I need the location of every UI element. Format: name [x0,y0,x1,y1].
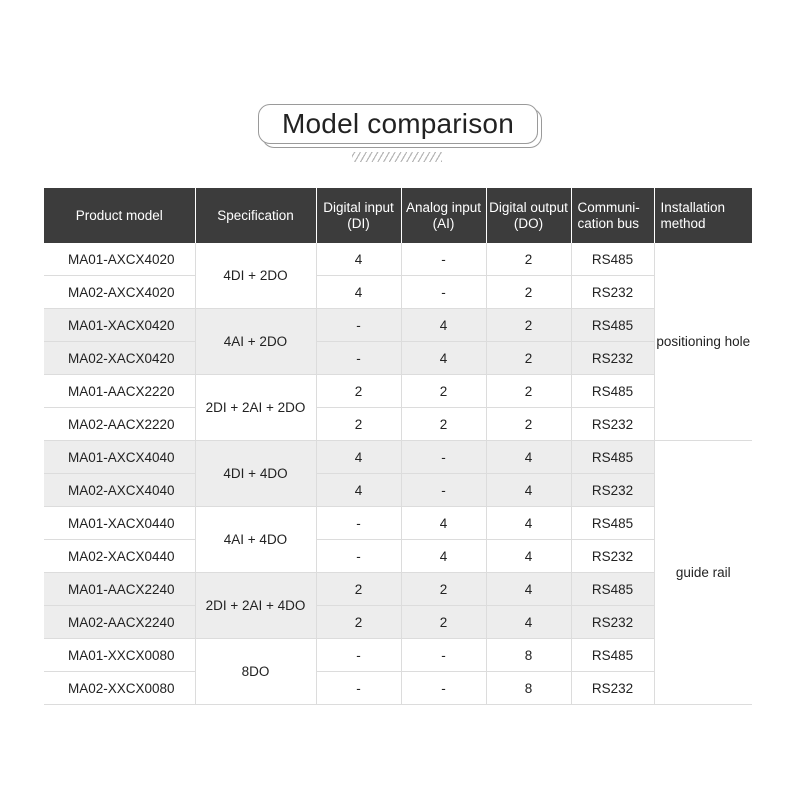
communication-bus-cell: RS485 [571,309,654,342]
analog-input-cell: 2 [401,375,486,408]
analog-input-cell: 4 [401,309,486,342]
analog-input-cell: 2 [401,573,486,606]
product-model-cell: MA01-XACX0440 [44,507,195,540]
analog-input-cell: 4 [401,540,486,573]
digital-input-cell: 2 [316,375,401,408]
analog-input-cell: - [401,672,486,705]
communication-bus-cell: RS485 [571,243,654,276]
communication-bus-cell: RS232 [571,342,654,375]
product-model-cell: MA01-AACX2240 [44,573,195,606]
communication-bus-cell: RS232 [571,276,654,309]
analog-input-cell: 2 [401,408,486,441]
product-model-cell: MA02-AACX2240 [44,606,195,639]
table-row [44,540,752,573]
header-digital-input: Digital input (DI) [316,188,401,243]
specification-cell: 2DI + 2AI + 4DO [195,573,316,639]
table-row [44,276,752,309]
product-model-cell: MA01-AXCX4020 [44,243,195,276]
product-model-cell: MA02-XACX0440 [44,540,195,573]
digital-input-cell: - [316,672,401,705]
communication-bus-cell: RS232 [571,540,654,573]
analog-input-cell: - [401,474,486,507]
communication-bus-cell: RS485 [571,573,654,606]
digital-output-cell: 4 [486,474,571,507]
header-digital-output: Digital output (DO) [486,188,571,243]
header-communication-bus: Communi- cation bus [571,188,654,243]
digital-input-cell: - [316,540,401,573]
table-row [44,507,752,540]
communication-bus-cell: RS232 [571,672,654,705]
digital-input-cell: 4 [316,276,401,309]
digital-output-cell: 2 [486,276,571,309]
product-model-cell: MA01-XXCX0080 [44,639,195,672]
communication-bus-cell: RS485 [571,441,654,474]
table-row [44,639,752,672]
table-row [44,408,752,441]
title-frame [258,104,544,148]
table-row [44,474,752,507]
communication-bus-cell: RS485 [571,375,654,408]
page-title: Model comparison [282,108,514,139]
decorative-hatch [352,152,442,162]
analog-input-cell: - [401,639,486,672]
specification-cell: 2DI + 2AI + 2DO [195,375,316,441]
specification-cell: 8DO [195,639,316,705]
digital-output-cell: 4 [486,441,571,474]
digital-input-cell: 4 [316,441,401,474]
product-model-cell: MA01-AXCX4040 [44,441,195,474]
analog-input-cell: - [401,441,486,474]
digital-output-cell: 4 [486,507,571,540]
table-row [44,375,752,408]
analog-input-cell: 2 [401,606,486,639]
digital-output-cell: 8 [486,672,571,705]
digital-output-cell: 2 [486,408,571,441]
header-installation-method: Installation method [654,188,752,243]
table-row [44,441,752,474]
digital-output-cell: 4 [486,606,571,639]
specification-cell: 4AI + 4DO [195,507,316,573]
digital-output-cell: 4 [486,573,571,606]
product-model-cell: MA01-AACX2220 [44,375,195,408]
communication-bus-cell: RS232 [571,474,654,507]
digital-output-cell: 4 [486,540,571,573]
communication-bus-cell: RS232 [571,606,654,639]
digital-input-cell: - [316,507,401,540]
product-model-cell: MA02-AXCX4020 [44,276,195,309]
digital-output-cell: 2 [486,342,571,375]
header-analog-input: Analog input (AI) [401,188,486,243]
header-product-model: Product model [44,188,195,243]
product-model-cell: MA01-XACX0420 [44,309,195,342]
table-header-row [44,188,752,243]
digital-input-cell: 4 [316,243,401,276]
analog-input-cell: 4 [401,507,486,540]
digital-output-cell: 2 [486,309,571,342]
product-model-cell: MA02-XXCX0080 [44,672,195,705]
table-row [44,342,752,375]
product-model-cell: MA02-AACX2220 [44,408,195,441]
specification-cell: 4DI + 2DO [195,243,316,309]
digital-input-cell: 2 [316,408,401,441]
communication-bus-cell: RS232 [571,408,654,441]
digital-input-cell: - [316,342,401,375]
analog-input-cell: 4 [401,342,486,375]
digital-input-cell: 4 [316,474,401,507]
installation-method-cell: positioning hole [654,243,752,441]
table-row [44,606,752,639]
analog-input-cell: - [401,243,486,276]
digital-input-cell: - [316,639,401,672]
header-specification: Specification [195,188,316,243]
product-model-cell: MA02-AXCX4040 [44,474,195,507]
installation-method-cell: guide rail [654,441,752,705]
digital-output-cell: 8 [486,639,571,672]
specification-cell: 4AI + 2DO [195,309,316,375]
product-model-cell: MA02-XACX0420 [44,342,195,375]
digital-output-cell: 2 [486,375,571,408]
table-row [44,243,752,276]
analog-input-cell: - [401,276,486,309]
communication-bus-cell: RS485 [571,639,654,672]
communication-bus-cell: RS485 [571,507,654,540]
model-comparison-table [44,188,752,705]
digital-input-cell: - [316,309,401,342]
specification-cell: 4DI + 4DO [195,441,316,507]
digital-output-cell: 2 [486,243,571,276]
table-row [44,309,752,342]
table-row [44,573,752,606]
digital-input-cell: 2 [316,573,401,606]
table-row [44,672,752,705]
digital-input-cell: 2 [316,606,401,639]
